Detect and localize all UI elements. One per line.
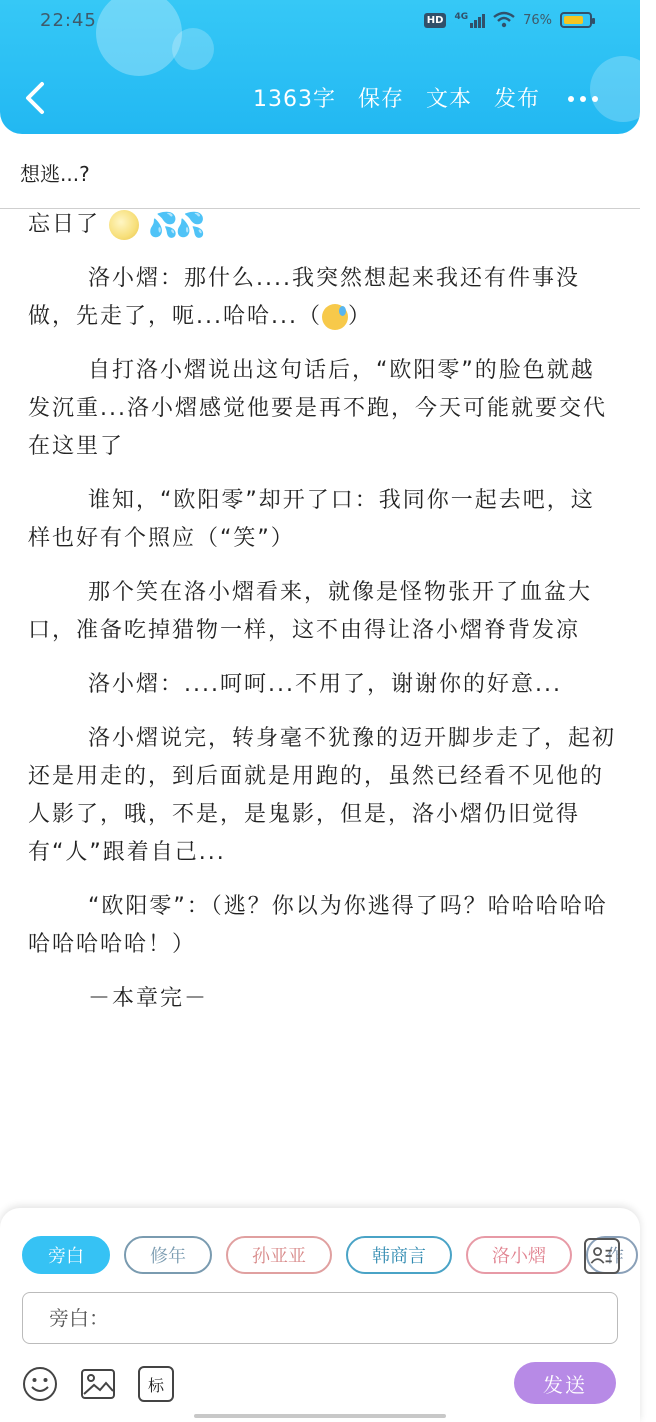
home-indicator	[194, 1414, 446, 1418]
text-button[interactable]: 文本	[425, 87, 472, 112]
role-chip[interactable]: 修年	[124, 1236, 212, 1274]
role-chip[interactable]: 洛小熠	[466, 1236, 572, 1274]
composer-toolbar	[22, 1366, 174, 1402]
header-actions	[253, 82, 540, 113]
paragraph: 谁知，“欧阳零”却开了口：我同你一起去吧，这样也好有个照应（“笑”）	[28, 488, 595, 551]
role-manager-icon[interactable]	[584, 1238, 620, 1274]
dialogue-composer	[0, 1208, 640, 1422]
more-icon[interactable]	[568, 96, 598, 102]
send-button[interactable]: 发送	[514, 1362, 616, 1404]
network-label: 4G	[454, 12, 469, 22]
role-chip[interactable]: 作	[586, 1236, 638, 1274]
publish-button[interactable]: 发布	[493, 87, 540, 112]
decor-bubble	[96, 0, 182, 76]
decor-bubble	[590, 56, 656, 122]
dialogue-input[interactable]	[23, 1293, 617, 1343]
mark-button[interactable]: 标	[138, 1366, 174, 1402]
chapter-title-bar[interactable]	[0, 134, 640, 209]
paragraph-text: 洛小熠：那什么....我突然想起来我还有件事没做，先走了，呃...哈哈...（	[28, 266, 580, 329]
sweat-drops-icon: 💦💦	[148, 211, 204, 239]
paragraph-text: ）	[347, 304, 372, 329]
chapter-title[interactable]: 想逃...?	[20, 162, 90, 186]
role-chip[interactable]: 孙亚亚	[226, 1236, 332, 1274]
paragraph: 自打洛小熠说出这句话后，“欧阳零”的脸色就越发沉重...洛小熠感觉他要是再不跑，今天可能就要交代在这里了	[28, 358, 607, 459]
paragraph	[28, 206, 616, 244]
sweat-smile-icon	[322, 304, 348, 330]
battery-percent: 76%	[523, 12, 552, 28]
chapter-content[interactable]	[28, 206, 616, 1206]
chapter-end-marker: －本章完－	[88, 986, 209, 1011]
role-chip[interactable]: 韩商言	[346, 1236, 452, 1274]
paragraph: 洛小熠说完，转身毫不犹豫的迈开脚步走了，起初还是用走的，到后面就是用跑的，虽然已经看不见他的人影了，哦，不是，是鬼影，但是，洛小熠仍旧觉得有“人”跟着自己...	[28, 726, 617, 865]
dialogue-input-box	[22, 1292, 618, 1344]
paragraph	[28, 260, 616, 336]
save-button[interactable]: 保存	[357, 87, 404, 112]
app-header	[0, 0, 640, 134]
moon-face-icon	[109, 210, 139, 240]
paragraph: 洛小熠：....呵呵...不用了，谢谢你的好意...	[88, 672, 562, 697]
status-icons	[424, 12, 592, 28]
emoji-icon[interactable]	[22, 1366, 58, 1402]
decor-bubble	[172, 28, 214, 70]
back-icon[interactable]	[16, 76, 56, 120]
paragraph-text: 忘日了	[28, 212, 101, 237]
word-count: 1363字	[252, 87, 336, 112]
signal-icon	[454, 12, 485, 28]
role-chip-narrator[interactable]: 旁白	[22, 1236, 110, 1274]
role-chips	[22, 1236, 624, 1278]
status-time: 22:45	[40, 10, 97, 31]
paragraph: 那个笑在洛小熠看来，就像是怪物张开了血盆大口，准备吃掉猎物一样，这不由得让洛小熠脊背发凉	[28, 580, 593, 643]
wifi-icon	[493, 12, 515, 28]
hd-icon: HD	[424, 13, 447, 28]
battery-icon	[560, 12, 592, 28]
paragraph: “欧阳零”：（逃？你以为你逃得了吗？哈哈哈哈哈哈哈哈哈哈！）	[28, 894, 608, 957]
image-icon[interactable]	[80, 1366, 116, 1402]
